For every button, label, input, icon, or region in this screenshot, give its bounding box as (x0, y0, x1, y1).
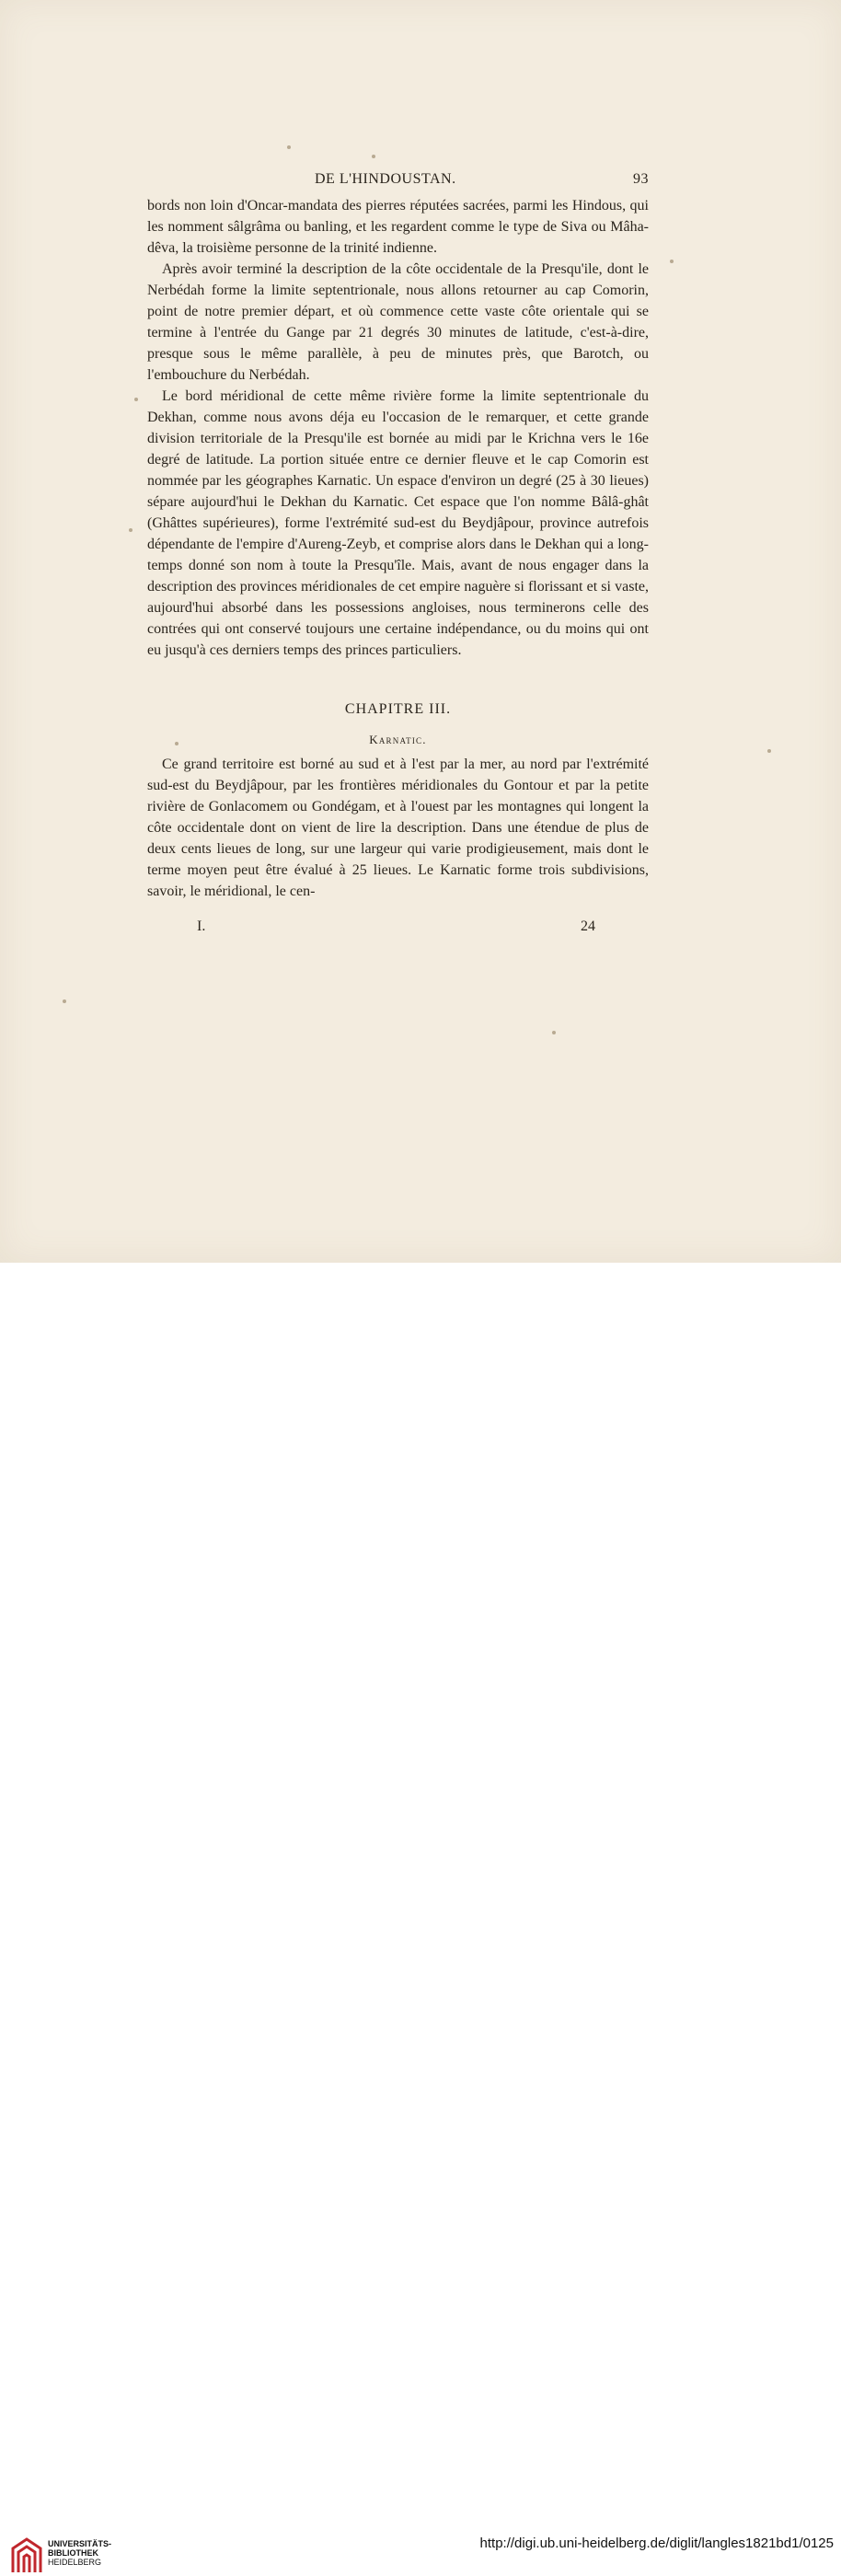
signature-mark: 24 (581, 918, 595, 934)
section-heading: Karnatic. (369, 733, 427, 746)
library-footer-bar (0, 1263, 841, 2567)
heidelberg-library-logo-icon (9, 2536, 44, 2576)
scanned-page (0, 0, 841, 1263)
library-name-line: BIBLIOTHEK (48, 2548, 98, 2558)
paragraph: Après avoir terminé la description de la côte occidentale de la Presqu'ile, dont le Nerbédah forme la limite septentrionale, nous allons retourner au cap Comorin, point de notre premier départ, et où commence cette vaste côte orientale qui se termine à l'entrée du Gange par 21 degrés 30 minutes de latitude, c'est-à-dire, presque sous le même parallèle, à peu de minutes près, que Barotch, ou l'embouchure du Nerbédah. (147, 261, 649, 383)
library-name-line: UNIVERSITÄTS- (48, 2539, 112, 2548)
paper-speck (134, 398, 138, 401)
body-text-top (147, 195, 649, 661)
paper-speck (287, 145, 291, 149)
library-name-line: HEIDELBERG (48, 2558, 102, 2567)
paragraph: Le bord méridional de cette même rivière forme la limite septentrionale du Dekhan, comme nous avons déja eu l'occasion de le remarquer, et cette grande division territoriale de la Presqu'ile est bornée au midi par le Krichna vers le 16e degré de latitude. La portion située entre ce dernier fleuve et le cap Comorin est nommée par les géographes Karnatic. Un espace d'environ un degré (25 à 30 lieues) sépare aujourd'hui le Dekhan du Karnatic. Cet espace que l'on nomme Bâlâ-ghât (Ghâttes supérieures), forme l'extrémité sud-est du Beydjâpour, province autrefois dépendante de l'empire d'Aureng-Zeyb, et comprise alors dans le Dekhan qui a long-temps donné son nom à toute la Presqu'île. Mais, avant de nous engager dans la description des provinces méridionales de cet empire naguère si florissant et si vaste, aujourd'hui absorbé dans les possessions angloises, nous terminerons celle des contrées qui ont conservé toujours une certaine indépendance, ou du moins qui ont eu jusqu'à ces derniers temps des princes particuliers. (147, 388, 649, 658)
body-text-bottom (147, 754, 649, 902)
paper-speck (372, 155, 375, 158)
chapter-heading: CHAPITRE III. (344, 701, 452, 717)
volume-mark: I. (197, 918, 206, 934)
paper-speck (63, 999, 66, 1003)
paper-speck (670, 260, 674, 263)
running-title: DE L'HINDOUSTAN. (315, 171, 456, 187)
paragraph: bords non loin d'Oncar-mandata des pierres réputées sacrées, parmi les Hindous, qui les nomment sâlgrâma ou banling, et les regardent comme le type de Siva ou Mâha-dêva, la troisième personne de la trinité indienne. (147, 198, 649, 256)
library-name (48, 2539, 111, 2567)
paper-speck (175, 742, 179, 745)
paper-speck (767, 749, 771, 753)
paper-speck (129, 528, 132, 532)
paragraph: Ce grand territoire est borné au sud et à l'est par la mer, au nord par l'extrémité sud-est du Beydjâpour, par les frontières méridionales du Gontour et par la petite rivière de Gonlacomem ou Gondégam, et à l'ouest par les montagnes qui longent la côte occidentale dont on vient de lire la description. Dans une étendue de plus de deux cents lieues de long, sur une largeur qui varie prodigieusement, mais dont le terme moyen peut être évalué à 25 lieues. Le Karnatic forme trois subdivisions, savoir, le méridional, le cen- (147, 757, 649, 899)
permalink-url[interactable]: http://digi.ub.uni-heidelberg.de/diglit/langles1821bd1/0125 (479, 2536, 834, 2551)
paper-speck (552, 1031, 556, 1034)
page-number: 93 (633, 171, 649, 187)
